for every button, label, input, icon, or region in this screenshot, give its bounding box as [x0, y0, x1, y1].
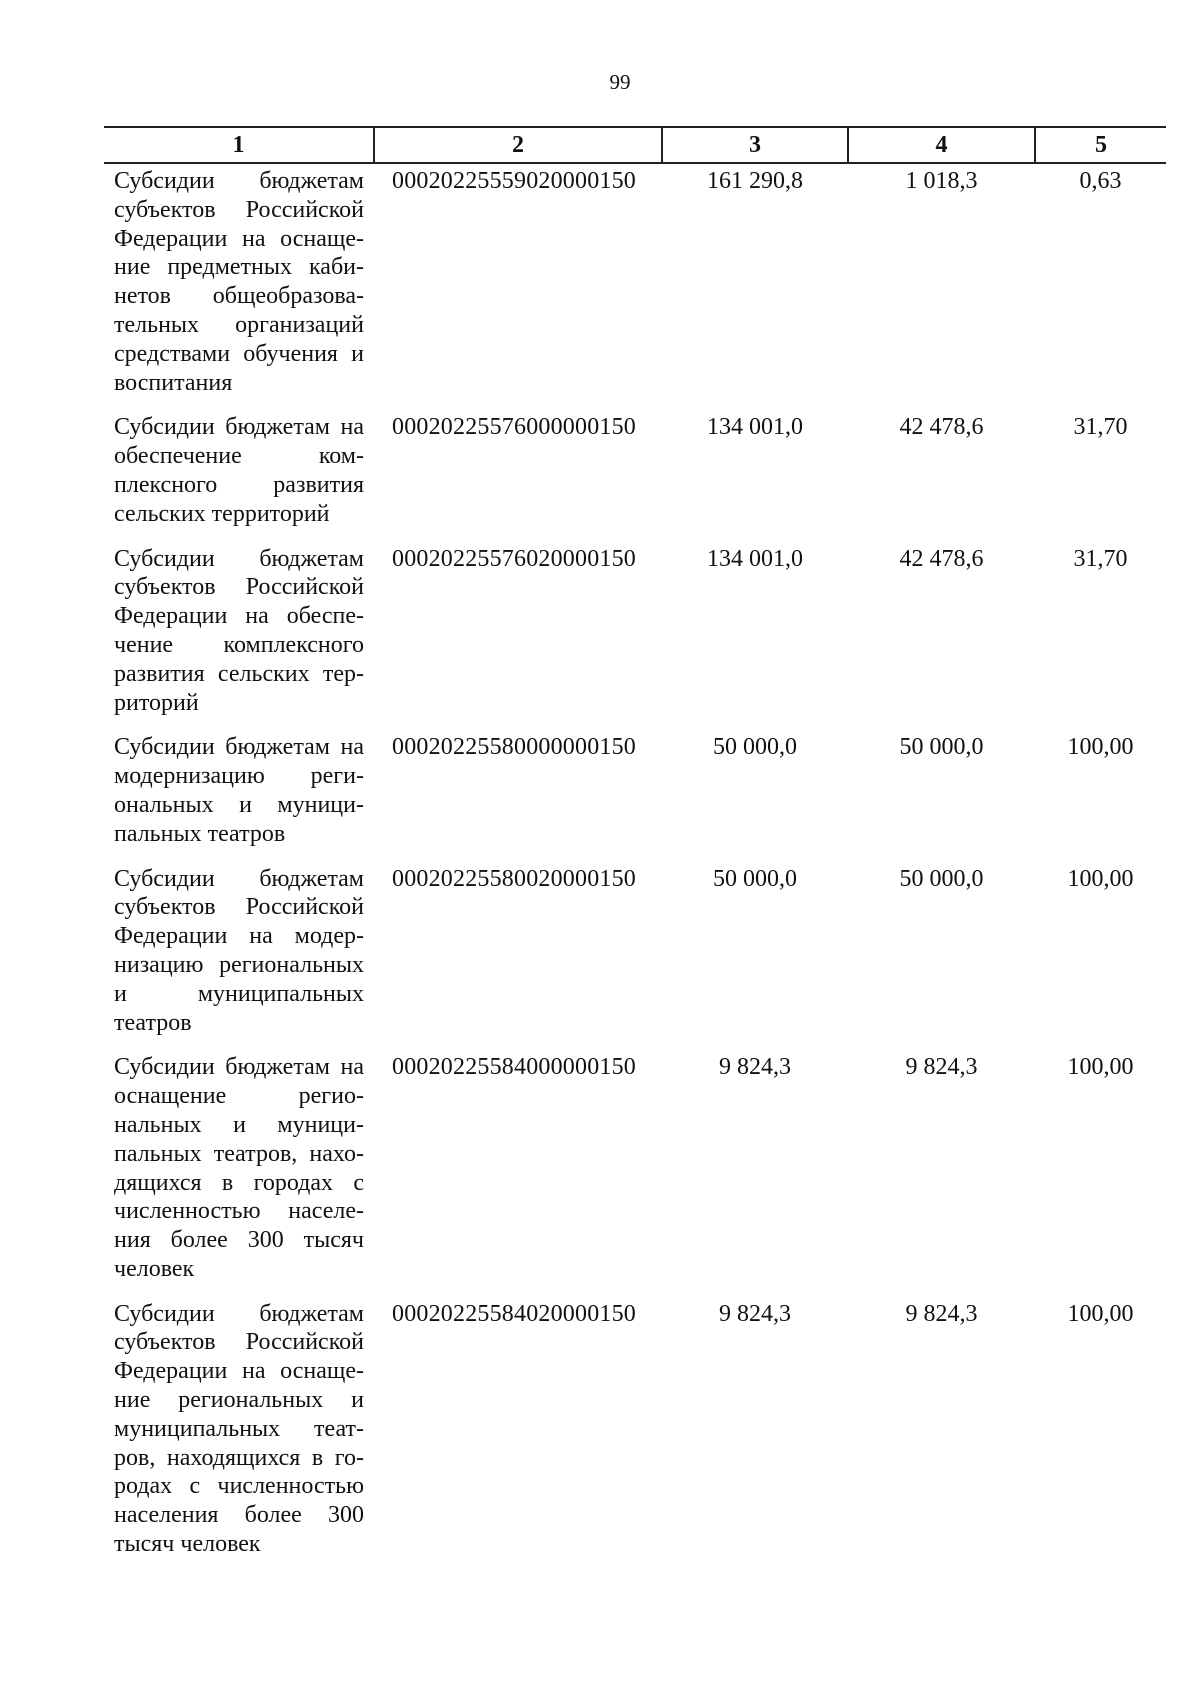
budget-code: 00020225580020000150	[392, 865, 636, 892]
subsidy-name: Субсидии бюджетам субъектов Российской Федерации на модернизацию региональных и муниципальных театров	[114, 865, 364, 1036]
header-row	[104, 127, 1166, 163]
planned-amount: 50 000,0	[713, 865, 797, 892]
page-number: 99	[609, 70, 631, 94]
table-header	[104, 127, 1166, 163]
actual-amount: 50 000,0	[899, 865, 984, 892]
actual-amount: 9 824,3	[905, 1300, 978, 1327]
actual-amount: 50 000,0	[899, 734, 984, 761]
execution-percent: 31,70	[1073, 545, 1128, 572]
table-body	[104, 163, 1166, 1575]
table-row	[104, 545, 1166, 734]
execution-percent: 100,00	[1067, 734, 1134, 761]
execution-percent: 31,70	[1073, 414, 1128, 441]
planned-amount: 161 290,8	[707, 168, 803, 194]
table-row	[104, 413, 1166, 544]
subsidy-name: Субсидии бюджетам на обеспечение комплексного развития сельских территорий	[114, 414, 364, 527]
table-row	[104, 1053, 1166, 1299]
budget-code: 00020225576020000150	[392, 545, 636, 572]
planned-amount: 50 000,0	[713, 734, 797, 761]
planned-amount: 9 824,3	[719, 1054, 791, 1081]
column-header-3: 3	[662, 127, 848, 163]
execution-percent: 100,00	[1067, 1054, 1134, 1081]
subsidy-name: Субсидии бюджетам на модернизацию региональных и муниципальных театров	[114, 734, 364, 847]
column-header-4: 4	[848, 127, 1035, 163]
budget-code: 00020225584000000150	[392, 1054, 636, 1081]
execution-percent: 100,00	[1067, 1300, 1134, 1327]
subsidy-name: Субсидии бюджетам субъектов Российской Федерации на обеспечение комплексного развития сельских территорий	[114, 545, 364, 716]
actual-amount: 42 478,6	[899, 414, 984, 441]
actual-amount: 9 824,3	[905, 1054, 978, 1081]
column-header-1: 1	[104, 127, 374, 163]
planned-amount: 134 001,0	[707, 414, 803, 441]
execution-percent: 100,00	[1067, 865, 1134, 892]
budget-code: 00020225559020000150	[392, 168, 636, 194]
column-header-5: 5	[1035, 127, 1166, 163]
table-row	[104, 865, 1166, 1054]
budget-code: 00020225580000000150	[392, 734, 636, 761]
table-row	[104, 1300, 1166, 1575]
table-row	[104, 733, 1166, 864]
planned-amount: 9 824,3	[719, 1300, 791, 1327]
budget-table	[104, 126, 1166, 1575]
actual-amount: 1 018,3	[905, 168, 978, 194]
budget-code: 00020225576000000150	[392, 414, 636, 441]
subsidy-name: Субсидии бюджетам на оснащение региональных и муниципальных театров, находящихся в городах с численностью населения более 300 тысяч человек	[114, 1054, 364, 1282]
table-row	[104, 163, 1166, 413]
subsidy-name: Субсидии бюджетам субъектов Российской Федерации на оснащение предметных кабинетов общеобразовательных организаций средствами обучения и воспитания	[114, 168, 364, 396]
budget-code: 00020225584020000150	[392, 1300, 636, 1327]
actual-amount: 42 478,6	[899, 545, 984, 572]
planned-amount: 134 001,0	[707, 545, 803, 572]
column-header-2: 2	[374, 127, 662, 163]
execution-percent: 0,63	[1079, 168, 1122, 194]
subsidy-name: Субсидии бюджетам субъектов Российской Федерации на оснащение региональных и муниципальных театров, находящихся в городах с численностью населения более 300 тысяч человек	[114, 1300, 364, 1558]
